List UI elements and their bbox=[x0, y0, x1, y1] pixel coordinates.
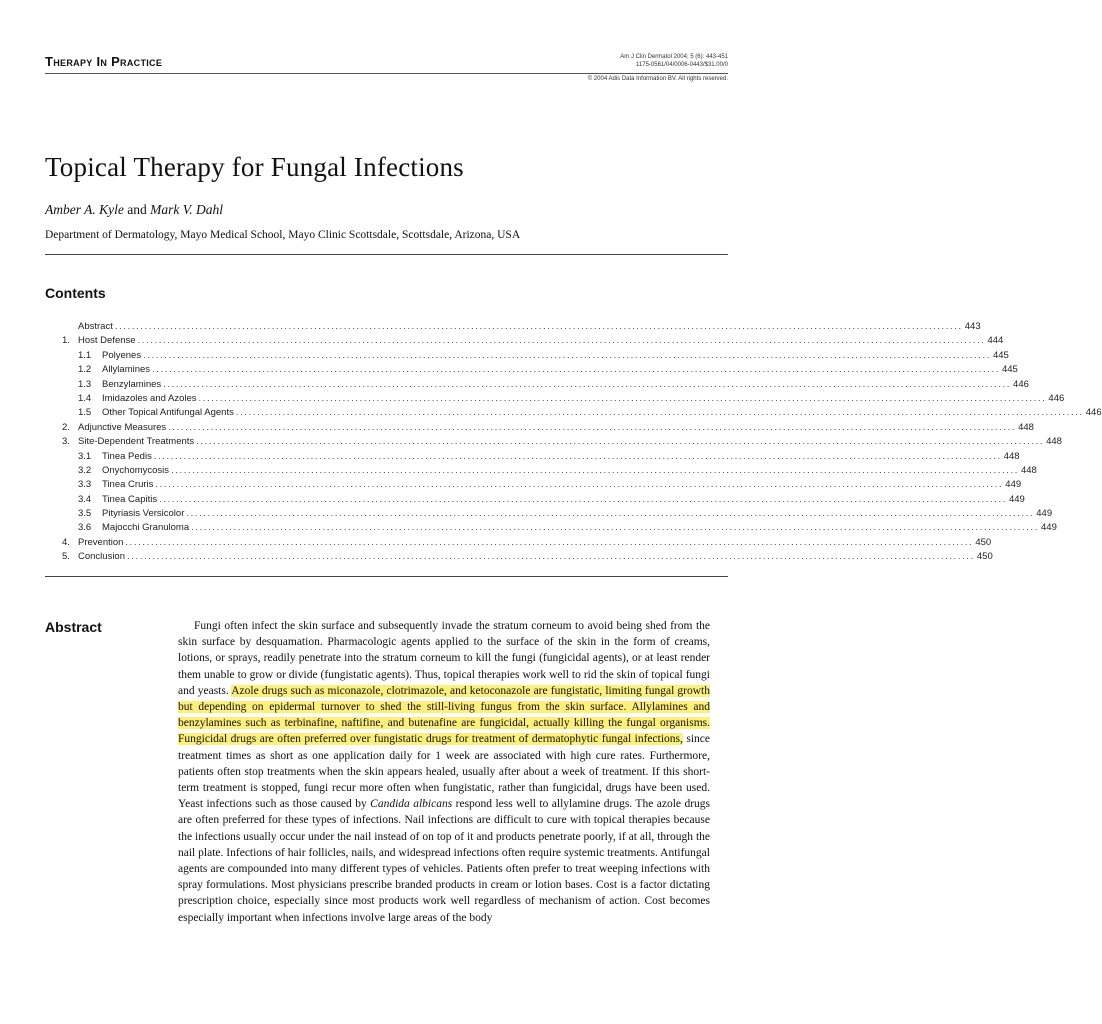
author-joiner: and bbox=[127, 202, 147, 217]
toc-entry-label: Majocchi Granuloma bbox=[102, 522, 190, 534]
citation-block bbox=[620, 54, 728, 69]
toc-entry-page: 449 bbox=[1036, 508, 1053, 520]
toc-entry[interactable] bbox=[62, 364, 1018, 378]
toc-dot-leader: ........................................................................................................................................................................................................ bbox=[196, 436, 1045, 448]
toc-entry-label: Site-Dependent Treatments bbox=[78, 436, 195, 448]
section-divider bbox=[45, 576, 728, 577]
toc-entry-page: 448 bbox=[1020, 464, 1037, 476]
toc-entry-number: 1. bbox=[62, 335, 70, 347]
toc-entry-page: 450 bbox=[975, 536, 992, 548]
toc-entry[interactable] bbox=[62, 349, 1009, 364]
toc-dot-leader: ........................................................................................................................................................................................................ bbox=[171, 464, 1019, 476]
toc-entry-page: 446 bbox=[1048, 392, 1065, 404]
abstract-heading: Abstract bbox=[45, 619, 102, 635]
toc-entry[interactable] bbox=[62, 536, 992, 551]
toc-dot-leader: ........................................................................................................................................................................................................ bbox=[168, 421, 1017, 433]
toc-entry-page: 443 bbox=[964, 321, 981, 332]
copyright-notice: © 2004 Adis Data Information BV. All rights reserved. bbox=[587, 76, 728, 82]
toc-entry-number: 3.3 bbox=[78, 479, 92, 491]
toc-dot-leader: ........................................................................................................................................................................................................ bbox=[152, 364, 1000, 376]
toc-entry-label: Tinea Cruris bbox=[102, 479, 154, 491]
toc-entry-page: 445 bbox=[1001, 364, 1018, 376]
toc-entry-number: 3.2 bbox=[78, 464, 92, 476]
toc-entry[interactable] bbox=[62, 321, 981, 335]
highlighted-passage: Fungicidal drugs are often preferred over fungistatic drugs for treatment of dermatophytic fungal infections, bbox=[178, 733, 683, 746]
toc-entry-label: Host Defense bbox=[78, 335, 136, 347]
author-name: Mark V. Dahl bbox=[150, 202, 223, 217]
toc-entry-number: 1.3 bbox=[78, 378, 92, 390]
species-name: Candida albicans bbox=[370, 798, 453, 811]
toc-entry[interactable] bbox=[62, 450, 1020, 465]
toc-entry[interactable] bbox=[62, 378, 1029, 393]
toc-entry-label: Tinea Capitis bbox=[102, 493, 158, 505]
toc-entry[interactable] bbox=[62, 508, 1053, 522]
toc-entry-number: 3.6 bbox=[78, 522, 92, 534]
toc-entry-page: 448 bbox=[1003, 450, 1020, 462]
affiliation: Department of Dermatology, Mayo Medical School, Mayo Clinic Scottsdale, Scottsdale, Arizona, USA bbox=[45, 229, 521, 241]
header-divider bbox=[45, 73, 728, 74]
toc-entry[interactable] bbox=[62, 479, 1022, 493]
toc-entry-page: 445 bbox=[992, 349, 1009, 361]
toc-entry-page: 449 bbox=[1041, 522, 1057, 534]
toc-entry-label: Tinea Pedis bbox=[102, 450, 152, 462]
toc-entry[interactable] bbox=[62, 493, 1025, 508]
author-line bbox=[45, 202, 223, 218]
toc-dot-leader: ........................................................................................................................................................................................................ bbox=[127, 551, 975, 563]
author-name: Amber A. Kyle bbox=[45, 202, 124, 217]
toc-entry-number: 3.4 bbox=[78, 493, 92, 505]
toc-dot-leader: ........................................................................................................................................................................................................ bbox=[186, 508, 1035, 520]
toc-entry[interactable] bbox=[62, 464, 1037, 479]
toc-entry-number: 1.4 bbox=[78, 392, 92, 404]
toc-entry-page: 449 bbox=[1008, 493, 1025, 505]
toc-entry[interactable] bbox=[62, 335, 1004, 349]
toc-entry-page: 450 bbox=[976, 551, 993, 563]
toc-entry[interactable] bbox=[62, 436, 1062, 450]
toc-entry-label: Allylamines bbox=[102, 364, 151, 376]
toc-dot-leader: ........................................................................................................................................................................................................ bbox=[198, 392, 1047, 404]
toc-dot-leader: ........................................................................................................................................................................................................ bbox=[163, 378, 1012, 390]
toc-entry-label: Conclusion bbox=[78, 551, 125, 563]
toc-entry-label: Prevention bbox=[78, 536, 124, 548]
toc-dot-leader: ........................................................................................................................................................................................................ bbox=[191, 522, 1040, 534]
section-divider bbox=[45, 254, 728, 255]
abstract-segment: Fungi often infect the skin surface and subsequently invade the stratum corneum to avoid being shed from the skin surface by desquamation. Pharmacologic agents applied to the surface of the skin in the form of creams, lotions, or sprays, readily penetrate into the stratum corneum to kill the fungi (fungicidal agents), or at least render them unable to grow or divide (fungistatic agents). Thus, topical therapies work well to rid the skin of topical fungi and yeasts. bbox=[178, 620, 710, 697]
table-of-contents bbox=[62, 321, 1102, 566]
toc-entry[interactable] bbox=[62, 421, 1034, 436]
toc-entry-number: 3. bbox=[62, 436, 70, 448]
toc-dot-leader: ........................................................................................................................................................................................................ bbox=[235, 407, 1084, 419]
citation-line: 1175-0561/04/0006-0443/$31.00/0 bbox=[636, 61, 728, 68]
toc-entry-number: 1.2 bbox=[78, 364, 92, 376]
toc-entry-page: 448 bbox=[1046, 436, 1062, 448]
toc-entry-number: 1.1 bbox=[78, 349, 92, 361]
toc-entry-label: Pityriasis Versicolor bbox=[102, 508, 185, 520]
toc-entry-page: 444 bbox=[987, 335, 1004, 347]
toc-entry-page: 446 bbox=[1013, 378, 1029, 390]
contents-heading: Contents bbox=[45, 285, 106, 301]
toc-entry-label: Adjunctive Measures bbox=[78, 421, 167, 433]
toc-entry-number: 5. bbox=[62, 551, 70, 563]
highlighted-passage: Azole drugs such as miconazole, clotrimazole, and ketoconazole are fungistatic, limiting fungal growth but depending on epidermal turnover to shed the still-living fungus from the skin surface. Allylamines and benzylamines such as terbinafine, naftifine, and butenafine are fungicidal, actually killing the fungal organisms. bbox=[178, 684, 711, 730]
toc-entry-number: 3.1 bbox=[78, 450, 92, 462]
journal-section-label: Therapy In Practice bbox=[45, 54, 163, 69]
toc-entry-number: 1.5 bbox=[78, 407, 92, 419]
toc-dot-leader: ........................................................................................................................................................................................................ bbox=[153, 450, 1002, 462]
toc-dot-leader: ........................................................................................................................................................................................................ bbox=[143, 349, 991, 361]
abstract-segment: respond less well to allylamine drugs. The azole drugs are often preferred for these types of infections. Nail infections are difficult to cure with topical therapies because the infections usually occur under the nail instead of on top of it and products penetrate poorly, if at all, through the nail plate. Infections of hair follicles, nails, and widespread infections often require systemic treatments. Antifungal agents are compounded into many different types of vehicles. Patients often prefer to treat weeping infections with spray formulations. Most physicians prescribe branded products in cream or lotion bases. Cost is a factor dictating prescription choice, especially since most products work well regardless of mechanism of action. Cost becomes especially important when infections involve large areas of the body bbox=[178, 798, 710, 924]
toc-entry-number: 3.5 bbox=[78, 508, 92, 520]
toc-entry[interactable] bbox=[62, 407, 1102, 421]
toc-entry[interactable] bbox=[62, 551, 993, 565]
toc-entry-label: Abstract bbox=[78, 321, 113, 332]
abstract-text bbox=[178, 618, 710, 926]
toc-entry-label: Imidazoles and Azoles bbox=[102, 392, 197, 404]
toc-entry-label: Polyenes bbox=[102, 349, 142, 361]
toc-entry-page: 449 bbox=[1005, 479, 1022, 491]
toc-entry-number: 2. bbox=[62, 421, 70, 433]
toc-dot-leader: ........................................................................................................................................................................................................ bbox=[155, 479, 1004, 491]
toc-entry-label: Benzylamines bbox=[102, 378, 162, 390]
abstract-segment: since treatment times as short as one application daily for 1 week are associated with high cure rates. Furthermore, patients often stop treatments when the skin appears healed, usually after about a week of treatment. If this short-term treatment is stopped, fungi recur more often when fungistatic, rather than fungicidal, drugs have been used. Yeast infections such as those caused by bbox=[178, 733, 710, 811]
toc-entry-label: Other Topical Antifungal Agents bbox=[102, 407, 234, 419]
toc-dot-leader: ........................................................................................................................................................................................................ bbox=[114, 321, 963, 332]
article-title: Topical Therapy for Fungal Infections bbox=[45, 152, 464, 182]
toc-entry-label: Onychomycosis bbox=[102, 464, 170, 476]
toc-entry[interactable] bbox=[62, 522, 1057, 536]
toc-dot-leader: ........................................................................................................................................................................................................ bbox=[159, 493, 1007, 505]
toc-dot-leader: ........................................................................................................................................................................................................ bbox=[137, 335, 986, 347]
toc-dot-leader: ........................................................................................................................................................................................................ bbox=[125, 536, 974, 548]
toc-entry-page: 446 bbox=[1085, 407, 1102, 419]
citation-line: Am J Clin Dermatol 2004; 5 (6): 443-451 bbox=[620, 54, 728, 60]
toc-entry-page: 448 bbox=[1018, 421, 1034, 433]
toc-entry[interactable] bbox=[62, 392, 1065, 407]
toc-entry-number: 4. bbox=[62, 536, 70, 548]
